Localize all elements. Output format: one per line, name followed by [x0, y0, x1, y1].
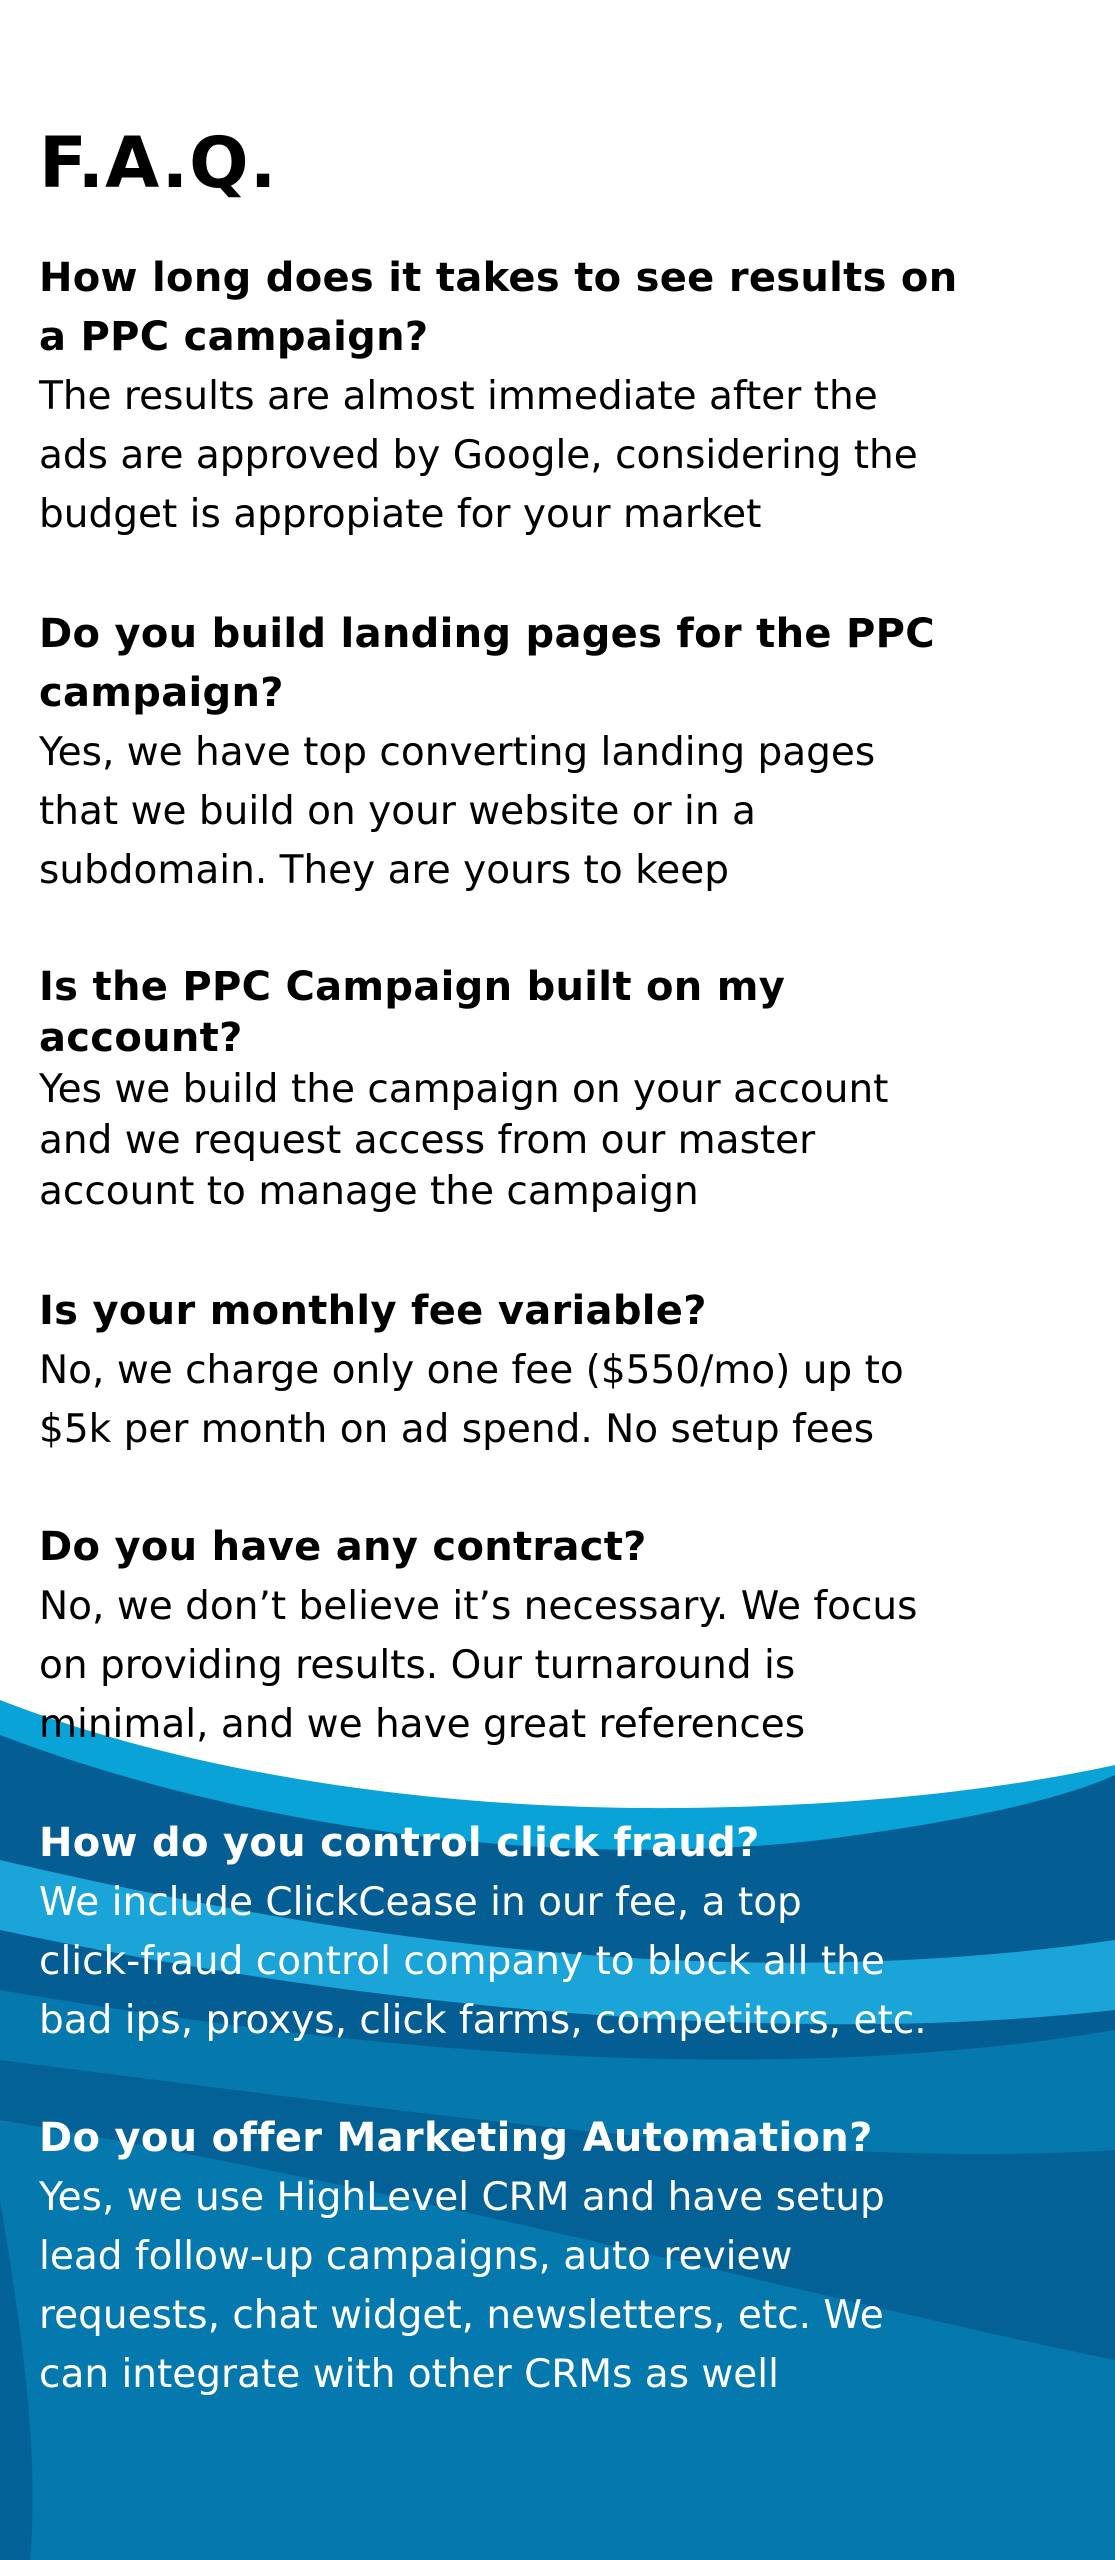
answer-line: The results are almost immediate after the	[39, 374, 878, 419]
answer-line: that we build on your website or in a	[39, 789, 756, 834]
faq-answer	[39, 723, 1049, 900]
question-line: Do you offer Marketing Automation?	[39, 2115, 873, 2161]
faq-question	[39, 1282, 1049, 1341]
faq-answer	[39, 1064, 1049, 1217]
faq-item	[39, 605, 1049, 900]
faq-answer	[39, 1873, 1049, 2050]
page-title: F.A.Q.	[39, 122, 278, 204]
question-line: Is your monthly fee variable?	[39, 1288, 707, 1334]
faq-question	[39, 605, 1049, 723]
faq-item	[39, 1814, 1049, 2050]
answer-line: bad ips, proxys, click farms, competitors, etc.	[39, 1998, 927, 2043]
answer-line: No, we charge only one fee ($550/mo) up to	[39, 1348, 904, 1393]
question-line: account?	[39, 1015, 243, 1061]
answer-line: budget is appropiate for your market	[39, 492, 762, 537]
question-line: campaign?	[39, 670, 284, 716]
faq-question	[39, 2109, 1049, 2168]
faq-answer	[39, 1577, 1049, 1754]
question-line: How long does it takes to see results on	[39, 255, 958, 301]
answer-line: Yes we build the campaign on your account	[39, 1067, 889, 1112]
faq-question	[39, 1814, 1049, 1873]
answer-line: No, we don’t believe it’s necessary. We focus	[39, 1584, 918, 1629]
question-line: How do you control click fraud?	[39, 1820, 760, 1866]
faq-item	[39, 1518, 1049, 1754]
answer-line: We include ClickCease in our fee, a top	[39, 1880, 802, 1925]
answer-line: account to manage the campaign	[39, 1169, 699, 1214]
faq-item	[39, 249, 1049, 544]
faq-question	[39, 1518, 1049, 1577]
answer-line: subdomain. They are yours to keep	[39, 848, 730, 893]
answer-line: minimal, and we have great references	[39, 1702, 806, 1747]
faq-answer	[39, 1341, 1049, 1459]
answer-line: $5k per month on ad spend. No setup fees	[39, 1407, 875, 1452]
question-line: Is the PPC Campaign built on my	[39, 964, 786, 1010]
faq-answer	[39, 2168, 1049, 2404]
answer-line: on providing results. Our turnaround is	[39, 1643, 796, 1688]
faq-item	[39, 1282, 1049, 1459]
answer-line: can integrate with other CRMs as well	[39, 2352, 779, 2397]
answer-line: and we request access from our master	[39, 1118, 816, 1163]
faq-question	[39, 249, 1049, 367]
answer-line: ads are approved by Google, considering the	[39, 433, 918, 478]
answer-line: Yes, we have top converting landing pages	[39, 730, 876, 775]
faq-question	[39, 962, 1049, 1064]
faq-item	[39, 962, 1049, 1217]
faq-item	[39, 2109, 1049, 2404]
answer-line: lead follow-up campaigns, auto review	[39, 2234, 793, 2279]
answer-line: click-fraud control company to block all the	[39, 1939, 885, 1984]
faq-answer	[39, 367, 1049, 544]
answer-line: requests, chat widget, newsletters, etc. We	[39, 2293, 884, 2338]
answer-line: Yes, we use HighLevel CRM and have setup	[39, 2175, 885, 2220]
question-line: Do you have any contract?	[39, 1524, 647, 1570]
question-line: a PPC campaign?	[39, 314, 429, 360]
question-line: Do you build landing pages for the PPC	[39, 611, 935, 657]
